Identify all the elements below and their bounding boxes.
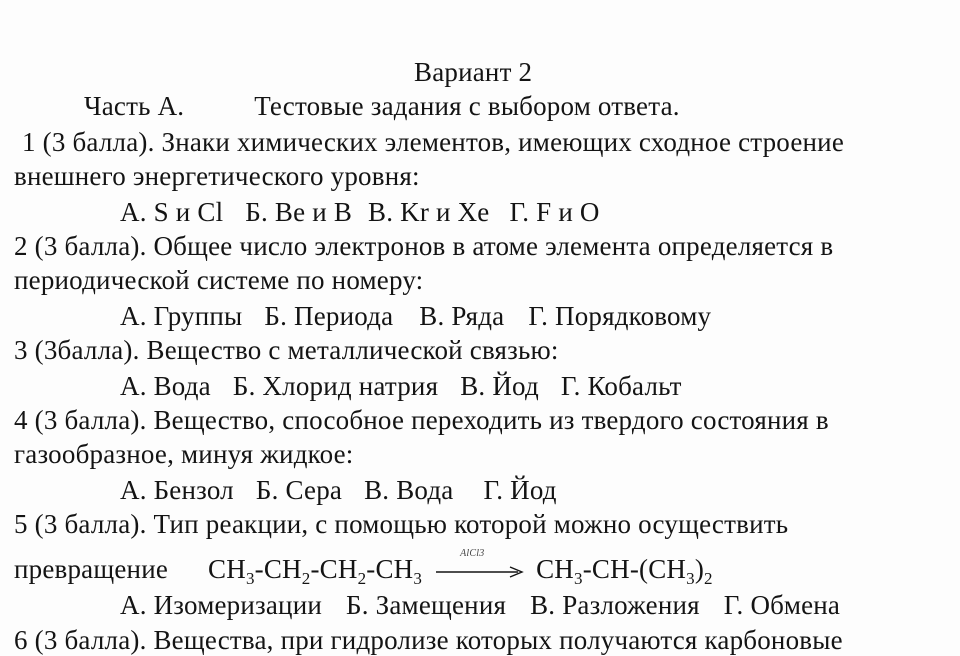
answer-option[interactable]: А. Группы (120, 301, 243, 331)
answer-option[interactable]: Г. Обмена (723, 590, 841, 620)
part-label: Часть А. (84, 91, 185, 121)
question-5-line-1: 5 (3 балла). Тип реакции, с помощью которой можно осуществить (14, 509, 789, 539)
question-2-line-1: 2 (3 балла). Общее число электронов в атоме элемента определяется в (14, 231, 834, 261)
answer-option[interactable]: В. Ряда (419, 301, 505, 331)
answer-option[interactable]: Б. Сера (255, 475, 343, 505)
question-1-line-2: внешнего энергетического уровня: (14, 161, 420, 191)
variant-title: Вариант 2 (414, 57, 533, 87)
reaction-word: превращение (14, 554, 169, 584)
question-3-options (120, 370, 682, 402)
answer-option[interactable]: Г. Йод (483, 475, 557, 505)
answer-option[interactable]: Г. Порядковому (528, 301, 712, 331)
answer-option[interactable]: Б. Замещения (346, 590, 507, 620)
question-4-line-1: 4 (3 балла). Вещество, способное переходить из твердого состояния в (14, 405, 829, 435)
part-title: Тестовые задания с выбором ответа. (254, 91, 680, 121)
question-3-line-1: 3 (3балла). Вещество с металлической связью: (14, 335, 559, 365)
arrow-icon (434, 560, 526, 584)
question-2-options (120, 300, 711, 332)
question-4-options (120, 474, 557, 506)
answer-option[interactable]: А. Бензол (120, 475, 234, 505)
answer-option[interactable]: В. Вода (364, 475, 454, 505)
question-2-line-2: периодической системе по номеру: (14, 265, 424, 295)
answer-option[interactable]: А. S и Cl (120, 197, 224, 227)
answer-option[interactable]: Б. Хлорид натрия (232, 371, 439, 401)
reaction-arrow (434, 547, 526, 584)
catalyst-label: AlCl3 (460, 547, 485, 559)
reactant-formula: $CH_3-CH_2-CH_2-CH_3$ (208, 554, 423, 588)
question-4-line-2: газообразное, минуя жидкое: (14, 439, 354, 469)
product-formula: $CH_3-CH-(CH_3)_2$ (536, 554, 713, 588)
answer-option[interactable]: Б. Периода (264, 301, 394, 331)
part-header (84, 90, 680, 122)
question-1-options (120, 196, 600, 228)
question-1-line-1: 1 (3 балла). Знаки химических элементов, имеющих сходное строение (22, 127, 844, 157)
answer-option[interactable]: А. Вода (120, 371, 211, 401)
answer-option[interactable]: Б. Be и B (245, 197, 353, 227)
question-5-options (120, 589, 840, 621)
answer-option[interactable]: В. Йод (460, 371, 539, 401)
answer-option[interactable]: В. Kr и Xe (368, 197, 490, 227)
answer-option[interactable]: В. Разложения (530, 590, 700, 620)
answer-option[interactable]: Г. F и O (509, 197, 600, 227)
answer-option[interactable]: А. Изомеризации (120, 590, 323, 620)
reaction-line (14, 547, 713, 588)
question-6-line-1: 6 (3 балла). Вещества, при гидролизе которых получаются карбоновые (14, 625, 843, 655)
answer-option[interactable]: Г. Кобальт (560, 371, 682, 401)
